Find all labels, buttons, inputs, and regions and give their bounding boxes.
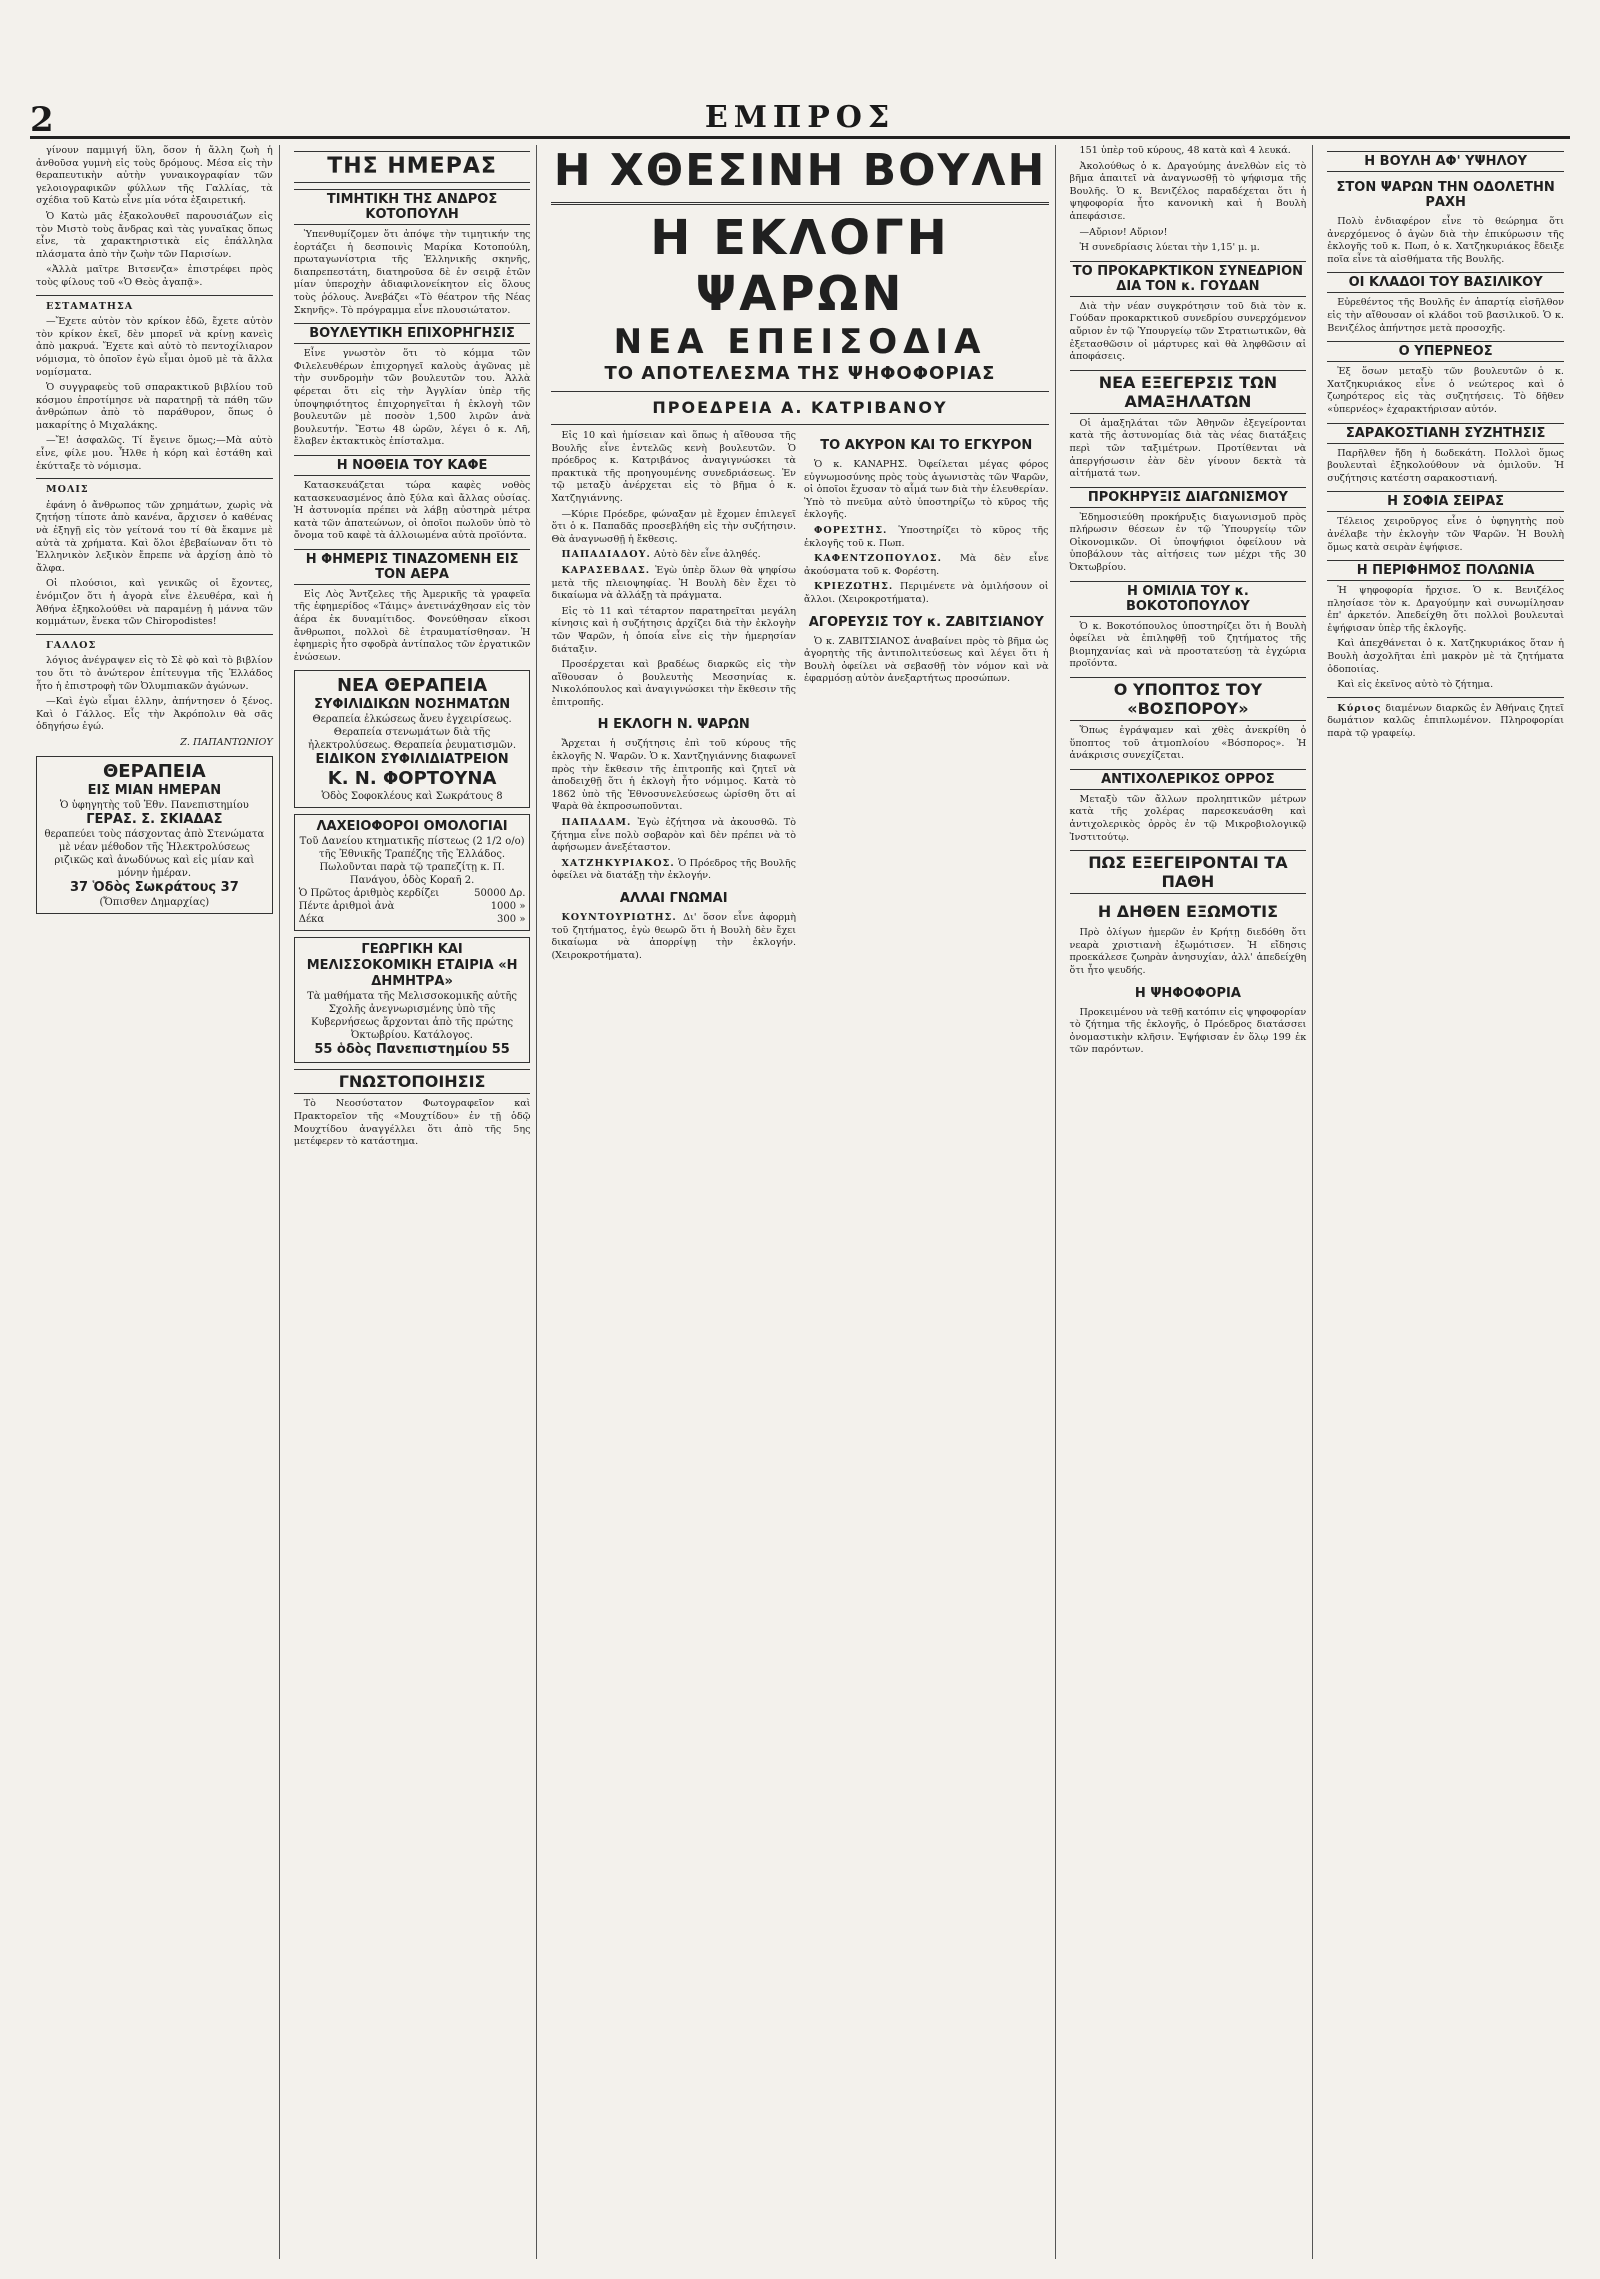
lead-article xyxy=(545,145,1055,2259)
advertisement-therapy xyxy=(36,756,273,914)
masthead xyxy=(30,100,1570,139)
newspaper-name: ΕΜΠΡΟΣ xyxy=(704,100,896,135)
news-headline: Η ΦΗΜΕΡΙΣ ΤΙΝΑΖΟΜΕΝΗ ΕΙΣ ΤΟΝ ΑΕΡΑ xyxy=(294,549,531,585)
columns xyxy=(30,145,1570,2259)
ad-title: ΓΕΩΡΓΙΚΗ ΚΑΙ ΜΕΛΙΣΣΟΚΟΜΙΚΗ ΕΤΑΙΡΙΑ «Η ΔΗΜΗΤΡΑ» xyxy=(306,942,518,990)
advertisement-dimitra xyxy=(294,937,531,1063)
news-body: Διὰ τὴν νέαν συγκρότησιν τοῦ διὰ τὸν κ. Γούδαν προκαρκτικοῦ συνεδρίου συνερχόμενον αὔριον ἐν τῷ Ὑπουργείῳ τῶν Στρατιωτικῶν, θὰ ἐξετασθῶσιν οἱ μάρτυρες καὶ θὰ ληφθῶσιν αἱ ἀποφάσεις. xyxy=(1069,300,1307,363)
prize-label: Πέντε ἀριθμοὶ ἀνὰ xyxy=(298,901,395,913)
paragraph: —Καὶ ἐγὼ εἶμαι ἑλλην, ἀπήντησεν ὁ ξένος. Καὶ ὁ Γάλλος. Εἶς τὴν Ἀκρόπολιν θὰ σᾶς ὁδηγήσω ἐγώ. xyxy=(36,696,273,733)
news-headline: ΒΟΥΛΕΥΤΙΚΗ ΕΠΙΧΟΡΗΓΗΣΙΣ xyxy=(294,323,531,344)
headline-psara-election: Η ΕΚΛΟΓΗ ΨΑΡΩΝ xyxy=(650,210,950,322)
news-headline: ΤΟ ΠΡΟΚΑΡΚΤΙΚΟΝ ΣΥΝΕΔΡΙΟΝ ΔΙΑ ΤΟΝ κ. ΓΟΥΔΑΝ xyxy=(1070,261,1307,297)
section-subtitle: ΣΤΟΝ ΨΑΡΩΝ ΤΗΝ ΟΔΟΛΕΤΗΝ ΡΑΧΗ xyxy=(1336,180,1555,210)
paragraph: —Ἔχετε αὐτὸν τὸν κρίκον ἐδῶ, ἔχετε αὐτὸν τὸν κρίκον ἐκεῖ, δὲν μπορεῖ νὰ κρίνῃ κανεὶς ἀπὸ μακρυά. Ἔχετε καὶ αὐτὸ τὸ πεντοχίλιαρον νόμισμα, τὸ ὁποῖον ἐγὼ εἶμαι ὁμοῦ μὲ τὰ ἄλλα νομίσματα. xyxy=(36,316,273,378)
ad-title: ΘΕΡΑΠΕΙΑ xyxy=(103,760,206,782)
subheading: ΤΟ ΑΚΥΡΟΝ ΚΑΙ ΤΟ ΕΓΚΥΡΟΝ xyxy=(820,438,1033,453)
paragraph: Εἰς τὸ 11 καὶ τέταρτον παρατηρεῖται μεγάλη κίνησις καὶ ἡ συζήτησις ἀρχίζει διὰ τὴν ἐκλογὴν τῶν Ψαρῶν, ἡ ὁποία εἶνε εἰς τὴν ἡμερησίαν διάταξιν. xyxy=(551,605,796,655)
divider xyxy=(36,634,273,635)
speech: Ὁ Πρόεδρος τῆς Βουλῆς ὀφείλει νὰ διατάξῃ τὴν ἐκλογήν. xyxy=(551,857,796,882)
notice-title: ΓΝΩΣΤΟΠΟΙΗΣΙΣ xyxy=(294,1069,531,1094)
speaker-name: ΚΟΥΝΤΟΥΡΙΩΤΗΣ. xyxy=(561,912,677,923)
paragraph: λόγιος ἀνέγραψεν εἰς τὸ Σὲ φὸ καὶ τὸ βιβλίον του ὅτι τὸ ἀνώτερον ἐπίτευγμα τῆς Ἑλλάδος ἦτο ἡ ἐπιστροφὴ τῶν Ὀλυμπιακῶν ἀγώνων. xyxy=(36,655,273,692)
ad-doctor: Κ. Ν. ΦΟΡΤΟΥΝΑ xyxy=(327,768,497,790)
news-body: Κατασκευάζεται τώρα καφὲς νοθὸς κατασκευασμένος ἀπὸ ξύλα καὶ ἄλλας οὐσίας. Ἡ ἀστυνομία πρέπει νὰ λάβῃ αὐστηρὰ μέτρα κατὰ τῶν ἀπατεώνων, οἱ ὁποῖοι πωλοῦν ὑπὸ τὸ ὄνομα τοῦ καφὲ τὰ ἀλλοιωμένα αὐτὰ προϊόντα. xyxy=(293,479,531,542)
divider xyxy=(36,295,273,296)
speech: Αὐτὸ δὲν εἶνε ἀληθές. xyxy=(653,549,761,561)
news-headline: Η ΟΜΙΛΙΑ ΤΟΥ κ. ΒΟΚΟΤΟΠΟΥΛΟΥ xyxy=(1070,581,1307,617)
divider xyxy=(551,202,1048,205)
news-headline: Ο ΥΠΕΡΝΕΟΣ xyxy=(1327,341,1564,362)
ad-name: ΓΕΡΑΣ. Σ. ΣΚΙΑΔΑΣ xyxy=(86,811,223,827)
ad-clinic: ΕΙΔΙΚΟΝ ΣΥΦΙΛΙΔΙΑΤΡΕΙΟΝ xyxy=(315,752,509,768)
paragraph: —Κύριε Πρόεδρε, φώναξαν μὲ ἔχομεν ἐπιλεγεῖ ὅτι ὁ κ. Παπαδᾶς προσεβλήθη εἰς τὴν συζήτησιν. Θὰ ἀναγνωσθῇ ἡ ἔκθεσις. xyxy=(551,508,796,545)
news-headline: ΝΕΑ ΕΞΕΓΕΡΣΙΣ ΤΩΝ ΑΜΑΞΗΛΑΤΩΝ xyxy=(1070,370,1307,414)
paragraph: Ὁ Κατὼ μᾶς ἐξακολουθεῖ παρουσιάζων εἰς τὸν Μιστὸ τοὺς ἄνδρας καὶ τὰς γυναῖκας ὅπως εἶνε, τὰ χαρακτηριστικὰ εἰς ἐπάλληλα πλάσματα ἀπὸ τὴν ζωὴν τῶν Παρισίων. xyxy=(36,210,273,260)
paragraph: Ὁ κ. ΚΑΝΑΡΗΣ. Ὀφείλεται μέγας φόρος εὐγνωμοσύνης πρὸς τοὺς ἀγωνιστὰς τῶν Ψαρῶν, οἱ ὁποῖοι ἔχυσαν τὸ αἷμά των διὰ τὴν ἐλευθερίαν. Ὑπὸ τὸ πνεῦμα αὐτὸ ὑποστηρίζω τὸ κῦρος τῆς ἐκλογῆς. xyxy=(804,459,1049,521)
news-body: Ἐδημοσιεύθη προκήρυξις διαγωνισμοῦ πρὸς πλήρωσιν θέσεων ἐν τῷ Ὑπουργείῳ τῶν Οἰκονομικῶν. Οἱ ὑποψήφιοι ὀφείλουν νὰ ὑποβάλουν τὰς αἰτήσεις των μέχρι τῆς 30 Ὀκτωβρίου. xyxy=(1069,511,1307,574)
column-5 xyxy=(1064,145,1314,2259)
news-headline: ΑΝΤΙΧΟΛΕΡΙΚΟΣ ΟΡΡΟΣ xyxy=(1070,769,1307,790)
speech: Μὰ δὲν εἶνε ἀκούσματα τοῦ κ. Φορέστη. xyxy=(804,553,1049,577)
speaker-name: ΦΟΡΕΣΤΗΣ. xyxy=(814,524,888,536)
news-body: Οἱ ἁμαξηλάται τῶν Ἀθηνῶν ἐξεγείρονται κατὰ τῆς ἀστυνομίας διὰ τὰς νέας διατάξεις περὶ τῶν ταξιμέτρων. Προτίθενται νὰ ἀπεργήσωσιν ἐὰν δὲν γίνουν δεκτὰ τὰ αἰτήματά των. xyxy=(1069,417,1307,480)
paragraph: —Αὔριον! Αὔριον! xyxy=(1079,226,1168,238)
speaker-name: ΧΑΤΖΗΚΥΡΙΑΚΟΣ. xyxy=(561,857,675,869)
divider xyxy=(1327,697,1564,698)
divider xyxy=(551,424,1048,425)
speaker-name: ΚΡΙΕΖΩΤΗΣ. xyxy=(814,581,894,593)
speech: Δι' ὅσον εἶνε ἀφορμὴ τοῦ ζητήματος, ἐγὼ θεωρῶ ὅτι ἡ Βουλὴ δὲν ἔχει δικαίωμα νὰ ἀπορρίψῃ τὴν ἐκλογήν. (Χειροκροτήματα). xyxy=(551,912,796,961)
speaker-name: ΠΑΠΑΔΑΜ. xyxy=(561,817,632,829)
news-headline: ΠΡΟΚΗΡΥΞΙΣ ΔΙΑΓΩΝΙΣΜΟΥ xyxy=(1070,487,1307,508)
paragraph: ἐφάνη ὁ ἄνθρωπος τῶν χρημάτων, χωρὶς νὰ ζητήσῃ τίποτε ἀπὸ κανένα, ἄρχισεν ὁ καθένας νὰ ἐξηγῇ εἰς τὸν γείτονά του τί θὰ ἔκαμνε μὲ αὐτὰ τὰ χρήματα. Καὶ ὅλοι ἐβεβαίωναν ὅτι τὸ Ἑλληνικὸν λεξικὸν ἔπρεπε νὰ ἀρχίσῃ ἀπὸ τὸ ἄλφα. xyxy=(36,499,273,574)
ad-subtitle: ΣΥΦΙΛΙΔΙΚΩΝ ΝΟΣΗΜΑΤΩΝ xyxy=(314,697,511,713)
prize-label: Ὁ Πρῶτος ἀριθμὸς κερδίζει xyxy=(298,888,440,900)
ad-subtitle: ΕΙΣ ΜΙΑΝ ΗΜΕΡΑΝ xyxy=(87,782,222,798)
prize-value: 1000 » xyxy=(490,901,526,913)
prize-row xyxy=(299,900,526,913)
section-lead-word: ΓΑΛΛΟΣ xyxy=(46,639,97,651)
headline-parliament: Η ΧΘΕΣΙΝΗ ΒΟΥΛΗ xyxy=(553,145,1047,196)
speech: Ἐγὼ ἐζήτησα νὰ ἀκουσθῶ. Τὸ ζήτημα εἶνε πολὺ σοβαρὸν καὶ δὲν πρέπει νὰ τὸ ἀφήσωμεν ἀνεξέταστον. xyxy=(551,817,796,854)
paragraph: 151 ὑπὲρ τοῦ κύρους, 48 κατὰ καὶ 4 λευκά. xyxy=(1079,145,1291,156)
ad-address: Ὁδὸς Σοφοκλέους καὶ Σωκράτους 8 xyxy=(321,791,503,803)
section-title: Η ΒΟΥΛΗ ΑΦ' ΥΨΗΛΟΥ xyxy=(1327,151,1564,172)
column-6 xyxy=(1321,145,1570,2259)
news-headline: Η ΠΕΡΙΦΗΜΟΣ ΠΟΛΩΝΙΑ xyxy=(1327,560,1564,581)
paragraph: Καὶ εἰς ἐκεῖνος αὐτὸ τὸ ζήτημα. xyxy=(1337,679,1494,691)
paragraph: Ἄρχεται ἡ συζήτησις ἐπὶ τοῦ κύρους τῆς ἐκλογῆς Ν. Ψαρῶν. Ὁ κ. Χαντζηγιάννης διαφωνεῖ πρὸς τὴν ἔκθεσιν τῆς ἐπιτροπῆς καὶ ζητεῖ νὰ ἀποδειχθῇ ὅτι ἡ ἐκλογὴ ἦτο νόμιμος. Κατὰ τὸ 1862 ὑπὸ τῆς Ἐθνοσυνελεύσεως ὡρίσθη ὅτι αἱ Ψαρὰ θὰ ἐκπροσωποῦνται. xyxy=(551,738,796,813)
ad-address: 37 Ὁδὸς Σωκράτους 37 xyxy=(69,879,239,895)
classified-body: διαμένων διαρκῶς ἐν Ἀθήναις ζητεῖ δωμάτιον καλῶς ἐπιπλωμένον. Πληροφορίαι παρὰ τῷ γραφείῳ. xyxy=(1327,702,1564,740)
ad-address-note: (Ὄπισθεν Δημαρχίας) xyxy=(99,896,210,908)
news-headline: Η ΝΟΘΕΙΑ ΤΟΥ ΚΑΦΕ xyxy=(294,455,531,476)
news-body: Ὑπενθυμίζομεν ὅτι ἀπόψε τὴν τιμητικήν της ἑορτάζει ἡ δεσποινὶς Μαρίκα Κοτοπούλη, πρωταγωνίστρια τῆς Ἑλληνικῆς σκηνῆς, διαπρεπεστάτη, διατηροῦσα δὲ ἐν σειρᾷ ἐτῶν μίαν ὑπεροχὴν ἀδιαφιλονείκητον εἰς ὅλους τοὺς ῥόλους. Ἀνεβάζει «Τὸ θέατρον τῆς Νέας Σκηνῆς». Τὸ πρόγραμμα εἶνε πλουσιώτατον. xyxy=(293,229,531,316)
ad-title: ΝΕΑ ΘΕΡΑΠΕΙΑ xyxy=(336,675,488,697)
paragraph: Πολὺ ἐνδιαφέρον εἶνε τὸ θεώρημα ὅτι ἀνερχόμενος ὁ ἀγὼν διὰ τὴν ἐπικύρωσιν τῆς ἐκλογῆς τοῦ κ. Πωπ, ὁ κ. Χατζηκυριάκος ἔδειξε ποῖα εἶνε τὰ αἰσθήματα τῆς Βουλῆς. xyxy=(1327,216,1564,265)
divider xyxy=(36,478,273,479)
ad-title: ΛΑΧΕΙΟΦΟΡΟΙ ΟΜΟΛΟΓΙΑΙ xyxy=(316,819,508,835)
news-body: Ὁ κ. Βοκοτόπουλος ὑποστηρίζει ὅτι ἡ Βουλὴ ὀφείλει νὰ ἐπιληφθῇ τοῦ ζητήματος τῆς βιομηχανίας καὶ νὰ προστατεύσῃ τὰ ἐγχώρια προϊόντα. xyxy=(1069,620,1307,670)
advertisement-new-therapy xyxy=(294,670,531,808)
paragraph: Ἐξ ὅσων μεταξὺ τῶν βουλευτῶν ὁ κ. Χατζηκυριάκος εἶνε ὁ νεώτερος καὶ ὁ ζωηρότερος εἰς τὰς συζητήσεις. Τὸ δῆθεν «ὑπερνέος» ἐχαρακτήρισαν αὐτόν. xyxy=(1327,366,1564,415)
lead-subcolumns xyxy=(551,430,1048,965)
news-subheadline: Η ΔΗΘΕΝ ΕΞΩΜΟΤΙΣ xyxy=(1097,902,1278,922)
speaker-name: ΚΑΡΑΣΕΒΔΑΣ. xyxy=(561,564,651,576)
ad-line: Ὁ ὑφηγητὴς τοῦ Ἐθν. Πανεπιστημίου xyxy=(59,799,249,811)
prize-value: 300 » xyxy=(497,914,526,926)
column-2 xyxy=(288,145,538,2259)
news-headline: Η ΨΗΦΟΦΟΡΙΑ xyxy=(1134,985,1241,1001)
speech: Ὑποστηρίζει τὸ κῦρος τῆς ἐκλογῆς τοῦ κ. Πωπ. xyxy=(804,524,1049,549)
lead-subcolumn-2 xyxy=(804,430,1049,965)
advertisement-lottery-bonds xyxy=(294,814,531,931)
paragraph: Ἀκολούθως ὁ κ. Δραγούμης ἀνελθὼν εἰς τὸ βῆμα ἀπαιτεῖ νὰ ἀναγνωσθῇ τὸ ψήφισμα τῆς Βουλῆς. Ὁ κ. Βενιζέλος παραδέχεται ὅτι ἡ ψηφοφορία ἦτο κανονικὴ καὶ ἡ Βουλὴ ἀπεφάσισε. xyxy=(1069,160,1307,222)
paragraph: γίνουν παμμιγή ὕλη, ὅσον ἡ ἄλλη ζωὴ ἡ ἀνθοῦσα γυμνὴ εἰς τοὺς δρόμους. Μέσα εἰς τὴν θεραπευτικὴν αὐτὴν γυναικογραφίαν τῶν γελοιογραφικῶν φύλλων τῆς Γαλλίας, τὰ σχέδια τοῦ Κατὼ εἶνε μία νότα ἐξαιρετική. xyxy=(36,145,273,207)
paragraph: —Ἔ! ἀσφαλῶς. Τί ἔγεινε ὅμως;—Μὰ αὐτὸ εἶνε, φίλε μου. Ἦλθε ἡ κόρη καὶ ἐστάθη καὶ ἐκύτταξε τὸ νόμισμα. xyxy=(36,435,273,472)
headline-vote-result: ΤΟ ΑΠΟΤΕΛΕΣΜΑ ΤΗΣ ΨΗΦΟΦΟΡΙΑΣ xyxy=(604,363,996,384)
speaker-name: ΠΑΠΑΔΙΑΔΟΥ. xyxy=(561,549,651,561)
paragraph: Οἱ πλούσιοι, καὶ γενικῶς οἱ ἔχοντες, ἐνόμιζον ὅτι ἡ ἀγορὰ εἶνε ἐλευθέρα, καὶ ἡ Ἀθήνα ἐξηκολούθει νὰ παραμένῃ ἡ μάννα τῶν κομμάτων, ἕνεκα τῶν Chiropodistes! xyxy=(36,578,273,628)
news-body: Μεταξὺ τῶν ἄλλων προληπτικῶν μέτρων κατὰ τῆς χολέρας παρεσκευάσθη καὶ ἀντιχολερικὸς ὀρρὸς ἐν τῷ Μικροβιολογικῷ Ἰνστιτούτῳ. xyxy=(1069,793,1307,843)
news-headline: Η ΣΟΦΙΑ ΣΕΙΡΑΣ xyxy=(1327,491,1564,512)
news-body: Εἰς Λὸς Ἄντζελες τῆς Ἀμερικῆς τὰ γραφεῖα τῆς ἐφημερίδος «Τάιμς» ἀνετινάχθησαν εἰς τὸν ἀέρα ἐκ δυναμίτιδος. Φονεύθησαν εἴκοσι ἄνθρωποι, πολλοὶ δὲ ἐτραυματίσθησαν. Ἡ ἐφημερὶς ἦτο σφοδρὰ ἀντίπαλος τῶν ἐργατικῶν ἑνώσεων. xyxy=(293,588,531,663)
subheading: Η ΕΚΛΟΓΗ Ν. ΨΑΡΩΝ xyxy=(597,717,750,733)
paragraph: Ἡ ψηφοφορία ἤρχισε. Ὁ κ. Βενιζέλος πλησίασε τὸν κ. Δραγούμην καὶ συνωμίλησαν ἐπ' ἀρκετόν. Ἀπεδείχθη ὅτι πολλοὶ βουλευταὶ ἐψήφισαν ὑπὲρ τῆς ἐκλογῆς. xyxy=(1327,585,1564,634)
lead-headline-block xyxy=(551,145,1048,425)
subheading: ΑΓΟΡΕΥΣΙΣ ΤΟΥ κ. ΖΑΒΙΤΣΙΑΝΟΥ xyxy=(808,614,1044,630)
paragraph: «Ἀλλὰ μαῖτρε Βιτσενζα» ἐπιστρέφει πρὸς τοὺς φίλους τοῦ «Ὁ Θεὸς ἀγαπᾷ». xyxy=(36,264,273,288)
ad-body: Τὰ μαθήματα τῆς Μελισσοκομικῆς αὐτῆς Σχολῆς ἀνεγνωρισμένης ὑπὸ τῆς Κυβερνήσεως ἄρχονται ἀπὸ τῆς πρώτης Ὀκτωβρίου. Κατάλογος. xyxy=(307,991,518,1042)
prize-label: Δέκα xyxy=(298,914,325,926)
paragraph: Παρῆλθεν ἤδη ἡ δωδεκάτη. Πολλοὶ ὅμως βουλευταὶ ἐξηκολούθουν νὰ ὁμιλοῦν. Ἡ συζήτησις κατέστη σαρακοστιανή. xyxy=(1327,447,1564,484)
divider xyxy=(551,391,1048,392)
news-body: Εἶνε γνωστὸν ὅτι τὸ κόμμα τῶν Φιλελευθέρων ἐπιχορηγεῖ καλοὺς ἀγῶνας μὲ τὴν συνδρομὴν τῶν βουλευτῶν του. Ἀλλὰ φέρεται ὅτι εἰς τὴν Ἀγγλίαν ὑπὲρ τῆς ὑποψηφιότητος ἐπιχορηγεῖται ἡ ἐκλογὴ τῶν βουλευτῶν μὲ ποσὸν 1,500 λιρῶν ἀνὰ βουλευτήν. Ἔστω 48 ὡρῶν, λέγει ὁ κ. Λῆ, ἔλαβεν ἑκτακτικὸς ἑπίσταλμα. xyxy=(293,348,531,448)
news-headline: ΤΙΜΗΤΙΚΗ ΤΗΣ ΑΝΔΡΟΣ ΚΟΤΟΠΟΥΛΗ xyxy=(294,189,531,225)
section-title-tis-imeras: ΤΗΣ ΗΜΕΡΑΣ xyxy=(294,151,531,183)
prize-value: 50000 Δρ. xyxy=(474,888,526,900)
lead-subcolumn-1 xyxy=(551,430,796,965)
headline-presidency: ΠΡΟΕΔΡΕΙΑ Α. ΚΑΤΡΙΒΑΝΟΥ xyxy=(652,398,948,417)
section-lead-word: ΕΣΤΑΜΑΤΗΣΑ xyxy=(46,300,134,312)
speech: Ἐγὼ ὑπὲρ ὅλων θὰ ψηφίσω μετὰ τῆς πλειοψηφίας. Ἡ Βουλὴ δὲν ἔχει τὸ δικαίωμα νὰ ἀλλάξῃ τὰ πράγματα. xyxy=(551,564,796,602)
ad-body: θεραπεύει τοὺς πάσχοντας ἀπὸ Στενώματα μὲ νέαν μέθοδον τῆς Ἠλεκτρολύσεως ριζικῶς καὶ ἀνωδύνως καὶ εἰς μίαν καὶ μόνην ἡμέραν. xyxy=(44,828,265,879)
ad-body: Θεραπεία ἐλκώσεως ἄνευ ἐγχειρίσεως. Θεραπεία στενωμάτων διὰ τῆς ἠλεκτρολύσεως. Θεραπεία ῥευματισμῶν. xyxy=(308,714,517,752)
author-signature: Ζ. ΠΑΠΑΝΤΩΝΙΟΥ xyxy=(180,736,273,748)
news-body: Ὅπως ἐγράψαμεν καὶ χθὲς ἀνεκρίθη ὁ ὕποπτος τοῦ ἀτμοπλοίου «Βόσπορος». Ἡ ἀνάκρισις συνεχίζεται. xyxy=(1069,725,1307,762)
section-lead-word: ΜΟΛΙΣ xyxy=(46,484,89,496)
news-headline: ΠΩΣ ΕΞΕΓΕΙΡΟΝΤΑΙ ΤΑ ΠΑΘΗ xyxy=(1070,850,1307,894)
speaker-name: ΚΑΦΕΝΤΖΟΠΟΥΛΟΣ. xyxy=(814,553,942,565)
paragraph: Καὶ ἀπεχθάνεται ὁ κ. Χατζηκυριάκος ὅταν ἡ Βουλὴ ἀσχολῆται ἐπὶ μακρὸν μὲ τὰ ζητήματα ὁδοποιίας. xyxy=(1327,638,1564,675)
ad-address: 55 ὁδὸς Πανεπιστημίου 55 xyxy=(314,1042,510,1058)
prize-row xyxy=(299,913,526,926)
news-body: Πρὸ ὀλίγων ἡμερῶν ἐν Κρήτῃ διεδόθη ὅτι νεαρὰ χριστιανὴ ἐξωμότισεν. Ἡ εἴδησις προεκάλεσε ζωηρὰν ἀνησυχίαν, ἀλλ' ἀπεδείχθη ὅτι ἦτο ψευδής. xyxy=(1069,927,1307,976)
news-headline: ΟΙ ΚΛΑΔΟΙ ΤΟΥ ΒΑΣΙΛΙΚΟΥ xyxy=(1327,272,1564,293)
paragraph: Προσέρχεται καὶ βραδέως διαρκῶς εἰς τὴν αἴθουσαν ὁ βουλευτὴς Μεσσηνίας κ. Νικολόπουλος καὶ ἀναγιγνώσκει τὴν ἔκθεσιν τῆς ἐπιτροπῆς. xyxy=(551,659,796,708)
notice-body: Τὸ Νεοσύστατον Φωτογραφεῖον καὶ Πρακτορεῖον τῆς «Μουχτίδου» ἐν τῇ ὁδῷ Μουχτίδου ἀναγγέλλει ὅτι ἀπὸ τῆς 5ης μετέφερεν τὸ κατάστημα. xyxy=(293,1098,531,1148)
news-headline: ΣΑΡΑΚΟΣΤΙΑΝΗ ΣΥΖΗΤΗΣΙΣ xyxy=(1327,423,1564,444)
classified-lead: Κύριος xyxy=(1337,702,1382,714)
headline-new-incidents: ΝΕΑ ΕΠΕΙΣΟΔΙΑ xyxy=(613,322,987,362)
paragraph: Εἰς 10 καὶ ἡμίσειαν καὶ ὅπως ἡ αἴθουσα τῆς Βουλῆς εἶνε ἐντελῶς κενὴ βουλευτῶν. Ὁ πρόεδρος κ. Κατριβάνος ἀναγιγνώσκει τὰ πρακτικὰ τῆς προηγουμένης συνεδριάσεως. Ἐν τῷ μεταξὺ ἀνέρχεται εἰς τὸ βῆμα ὁ κ. Χατζηγιάννης. xyxy=(551,430,796,504)
paragraph: Ἡ συνεδρίασις λύεται τὴν 1,15' μ. μ. xyxy=(1079,242,1260,254)
speech: Περιμένετε νὰ ὁμιλήσουν οἱ ἄλλοι. (Χειροκροτήματα). xyxy=(804,581,1049,605)
subheading: ΑΛΛΑΙ ΓΝΩΜΑΙ xyxy=(619,891,728,906)
page-number: 2 xyxy=(30,100,54,140)
paragraph: Εὐρεθέντος τῆς Βουλῆς ἐν ἀπαρτίᾳ εἰσῆλθον εἰς τὴν αἴθουσαν οἱ κλάδοι τοῦ βασιλικοῦ. Ὁ κ. Βενιζέλος ἀπήντησε μετὰ προσοχῆς. xyxy=(1327,297,1564,334)
news-body: Προκειμένου νὰ τεθῇ κατόπιν εἰς ψηφοφορίαν τὸ ζήτημα τῆς ἐκλογῆς, ὁ Πρόεδρος διατάσσει ὀνομαστικὴν κλῆσιν. Ἐψήφισαν ἐν ὅλῳ 199 ἐκ τῶν παρόντων. xyxy=(1069,1006,1307,1056)
paragraph: Ὁ κ. ΖΑΒΙΤΣΙΑΝΟΣ ἀναβαίνει πρὸς τὸ βῆμα ὡς ἀγορητὴς τῆς ἀντιπολιτεύσεως καὶ λέγει ὅτι ἡ Βουλὴ ὀφείλει νὰ σεβασθῇ τὸν νόμον καὶ νὰ ἐφαρμόσῃ αὐτὸν ἀνεξαρτήτως προσώπων. xyxy=(804,635,1049,685)
paragraph: Ὁ συγγραφεὺς τοῦ σπαρακτικοῦ βιβλίου τοῦ κόσμου ἐπροτίμησε νὰ παρατηρῇ τὰ πάθη τῶν ἀνθρώπων ἀπὸ τὸ παράθυρον, ὅπως ὁ μακαρίτης ὁ Μιχαλάκης. xyxy=(36,382,273,431)
prize-row xyxy=(299,887,526,900)
paragraph: Τέλειος χειροῦργος εἶνε ὁ ὑφηγητὴς ποὺ ἀνέλαβε τὴν ἐκλογὴν τῶν Ψαρῶν. Ἡ Βουλὴ ὅμως κατὰ σειρὰν ἐψήφισε. xyxy=(1327,516,1564,553)
ad-body: Τοῦ Δανείου κτηματικῆς πίστεως (2 1/2 ο/ο) τῆς Ἐθνικῆς Τραπέζης τῆς Ἑλλάδος. Πωλοῦνται παρὰ τῷ τραπεζίτῃ κ. Π. Πανάγου, ὁδὸς Κοραῆ 2. xyxy=(299,836,525,887)
column-1 xyxy=(30,145,280,2259)
news-headline: Ο ΥΠΟΠΤΟΣ ΤΟΥ «ΒΟΣΠΟΡΟΥ» xyxy=(1070,677,1307,721)
